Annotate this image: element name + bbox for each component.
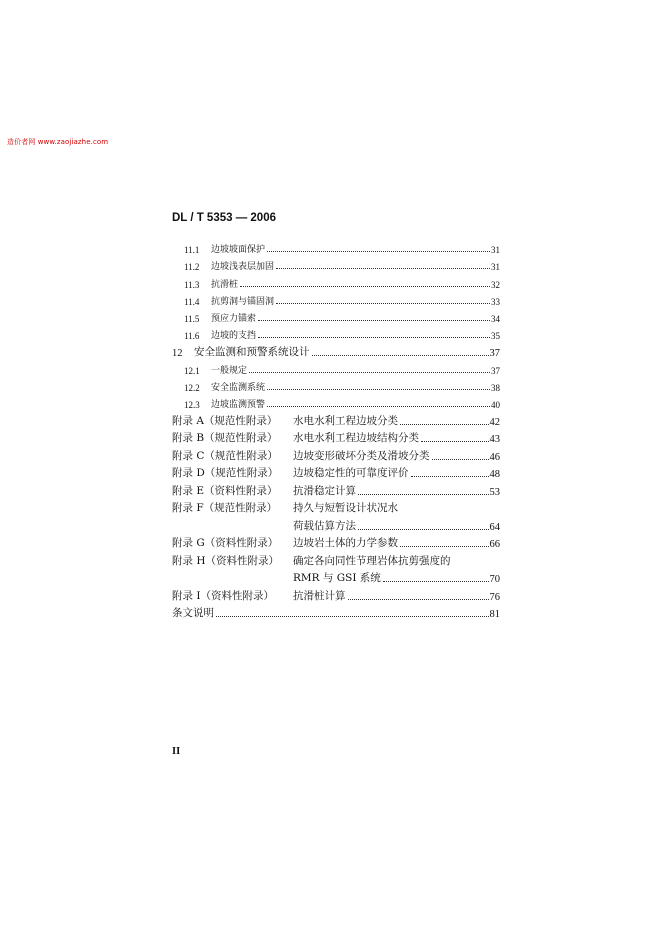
toc-page: 46 bbox=[489, 451, 500, 463]
appendix-label: 附录 E（资料性附录） bbox=[172, 484, 278, 497]
leader-dots bbox=[267, 405, 490, 407]
appendix-label: 附录 F（规范性附录） bbox=[172, 502, 278, 515]
toc-title: 边坡坡面保护 bbox=[211, 245, 266, 256]
toc-page: 66 bbox=[489, 539, 500, 551]
toc-title: 确定各向同性节理岩体抗剪强度的 bbox=[293, 554, 451, 567]
leader-dots bbox=[400, 545, 489, 547]
leader-dots bbox=[432, 458, 489, 460]
leader-dots bbox=[276, 267, 490, 269]
toc-entry-appendix-c[interactable] bbox=[172, 445, 500, 463]
toc-entry-appendix-b[interactable] bbox=[172, 428, 500, 446]
leader-dots bbox=[411, 475, 489, 477]
toc-title: 水电水利工程边坡分类 bbox=[293, 414, 398, 427]
toc-entry-chapter-12[interactable] bbox=[172, 341, 500, 359]
appendix-label: 附录 I（资料性附录） bbox=[172, 589, 274, 602]
leader-dots bbox=[312, 354, 489, 356]
toc-entry-12-2[interactable] bbox=[172, 376, 500, 393]
toc-page: 53 bbox=[489, 486, 500, 498]
appendix-label: 附录 C（规范性附录） bbox=[172, 449, 278, 462]
toc-title: 抗滑桩 bbox=[211, 279, 239, 290]
toc-page: 35 bbox=[491, 331, 500, 342]
toc-title: 抗滑桩计算 bbox=[293, 589, 346, 602]
toc-number: 12.2 bbox=[184, 383, 200, 393]
appendix-label: 附录 A（规范性附录） bbox=[172, 414, 278, 427]
toc-entry-appendix-h-continued[interactable] bbox=[172, 568, 500, 586]
page-number: II bbox=[172, 746, 181, 757]
toc-number: 11.5 bbox=[184, 313, 200, 324]
toc-page: 70 bbox=[489, 574, 500, 586]
toc-page: 32 bbox=[491, 279, 500, 290]
toc-entry-11-1[interactable] bbox=[172, 238, 500, 255]
leader-dots bbox=[421, 440, 489, 442]
toc-page: 37 bbox=[491, 365, 500, 376]
toc-page: 31 bbox=[491, 245, 500, 256]
toc-entry-appendix-i[interactable] bbox=[172, 585, 500, 603]
toc-entry-11-4[interactable] bbox=[172, 290, 500, 307]
appendix-label: 附录 B（规范性附录） bbox=[172, 432, 278, 445]
toc-title: 预应力锚索 bbox=[211, 313, 257, 324]
leader-dots bbox=[216, 615, 489, 617]
toc-title: 抗滑稳定计算 bbox=[293, 484, 356, 497]
toc-entry-appendix-f[interactable] bbox=[172, 498, 500, 516]
toc-title: 条文说明 bbox=[172, 607, 214, 620]
leader-dots bbox=[267, 388, 490, 390]
toc-entry-11-5[interactable] bbox=[172, 307, 500, 324]
toc-page: 38 bbox=[491, 383, 500, 393]
toc-page: 37 bbox=[489, 347, 500, 359]
toc-number: 11.1 bbox=[184, 245, 200, 256]
toc-entry-appendix-f-continued[interactable] bbox=[172, 515, 500, 533]
leader-dots bbox=[358, 493, 489, 495]
toc-entry-appendix-h[interactable] bbox=[172, 550, 500, 568]
toc-title: 抗剪洞与锚固洞 bbox=[211, 296, 275, 307]
toc-page: 31 bbox=[491, 262, 500, 273]
watermark-text: 造价者网 www.zaojiazhe.com bbox=[7, 138, 109, 146]
toc-entry-11-3[interactable] bbox=[172, 272, 500, 289]
toc-entry-appendix-e[interactable] bbox=[172, 480, 500, 498]
leader-dots bbox=[249, 371, 490, 373]
leader-dots bbox=[383, 580, 489, 582]
toc-entry-appendix-a[interactable] bbox=[172, 410, 500, 428]
toc-title-continued: 荷载估算方法 bbox=[293, 519, 356, 532]
toc-page: 34 bbox=[491, 313, 500, 324]
toc-title: 边坡岩土体的力学参数 bbox=[293, 537, 398, 550]
toc-number: 11.3 bbox=[184, 279, 200, 290]
toc-page: 40 bbox=[491, 400, 500, 411]
toc-number: 12 bbox=[172, 347, 183, 359]
toc-number: 12.3 bbox=[184, 400, 200, 411]
toc-title: 安全监测和预警系统设计 bbox=[194, 345, 310, 358]
appendix-label: 附录 G（资料性附录） bbox=[172, 537, 279, 550]
toc-entry-appendix-d[interactable] bbox=[172, 463, 500, 481]
appendix-label: 附录 H（资料性附录） bbox=[172, 554, 279, 567]
toc-page: 81 bbox=[489, 609, 500, 621]
toc-title: 边坡变形破坏分类及滑坡分类 bbox=[293, 449, 430, 462]
toc-number: 11.6 bbox=[184, 331, 200, 342]
toc-entry-12-1[interactable] bbox=[172, 359, 500, 376]
leader-dots bbox=[348, 598, 489, 600]
toc-title: 水电水利工程边坡结构分类 bbox=[293, 432, 419, 445]
toc-page: 33 bbox=[491, 296, 500, 307]
toc-page: 76 bbox=[489, 591, 500, 603]
toc-page: 48 bbox=[489, 469, 500, 481]
toc-title: 边坡浅表层加固 bbox=[211, 262, 275, 273]
toc-page: 42 bbox=[489, 416, 500, 428]
toc-page: 43 bbox=[489, 434, 500, 446]
toc-entry-explanation-notes[interactable] bbox=[172, 603, 500, 621]
toc-title-continued: RMR 与 GSI 系统 bbox=[293, 572, 381, 585]
toc-title: 边坡监测预警 bbox=[211, 400, 266, 411]
toc-entry-11-2[interactable] bbox=[172, 255, 500, 272]
document-code: DL / T 5353 — 2006 bbox=[172, 212, 276, 224]
toc-entry-appendix-g[interactable] bbox=[172, 533, 500, 551]
leader-dots bbox=[276, 302, 490, 304]
leader-dots bbox=[258, 336, 490, 338]
toc-title: 边坡稳定性的可靠度评价 bbox=[293, 467, 409, 480]
leader-dots bbox=[400, 423, 489, 425]
toc-page: 64 bbox=[489, 521, 500, 533]
leader-dots bbox=[358, 528, 489, 530]
table-of-contents bbox=[172, 238, 500, 620]
toc-title: 持久与短暂设计状况水 bbox=[293, 502, 398, 515]
leader-dots bbox=[240, 285, 490, 287]
leader-dots bbox=[267, 250, 490, 252]
leader-dots bbox=[258, 319, 490, 321]
toc-number: 12.1 bbox=[184, 365, 200, 376]
toc-title: 一般规定 bbox=[211, 365, 248, 376]
toc-title: 边坡的支挡 bbox=[211, 331, 257, 342]
toc-number: 11.2 bbox=[184, 262, 200, 273]
toc-entry-11-6[interactable] bbox=[172, 324, 500, 341]
toc-title: 安全监测系统 bbox=[211, 383, 266, 393]
toc-entry-12-3[interactable] bbox=[172, 393, 500, 410]
appendix-label: 附录 D（规范性附录） bbox=[172, 467, 279, 480]
toc-number: 11.4 bbox=[184, 296, 200, 307]
